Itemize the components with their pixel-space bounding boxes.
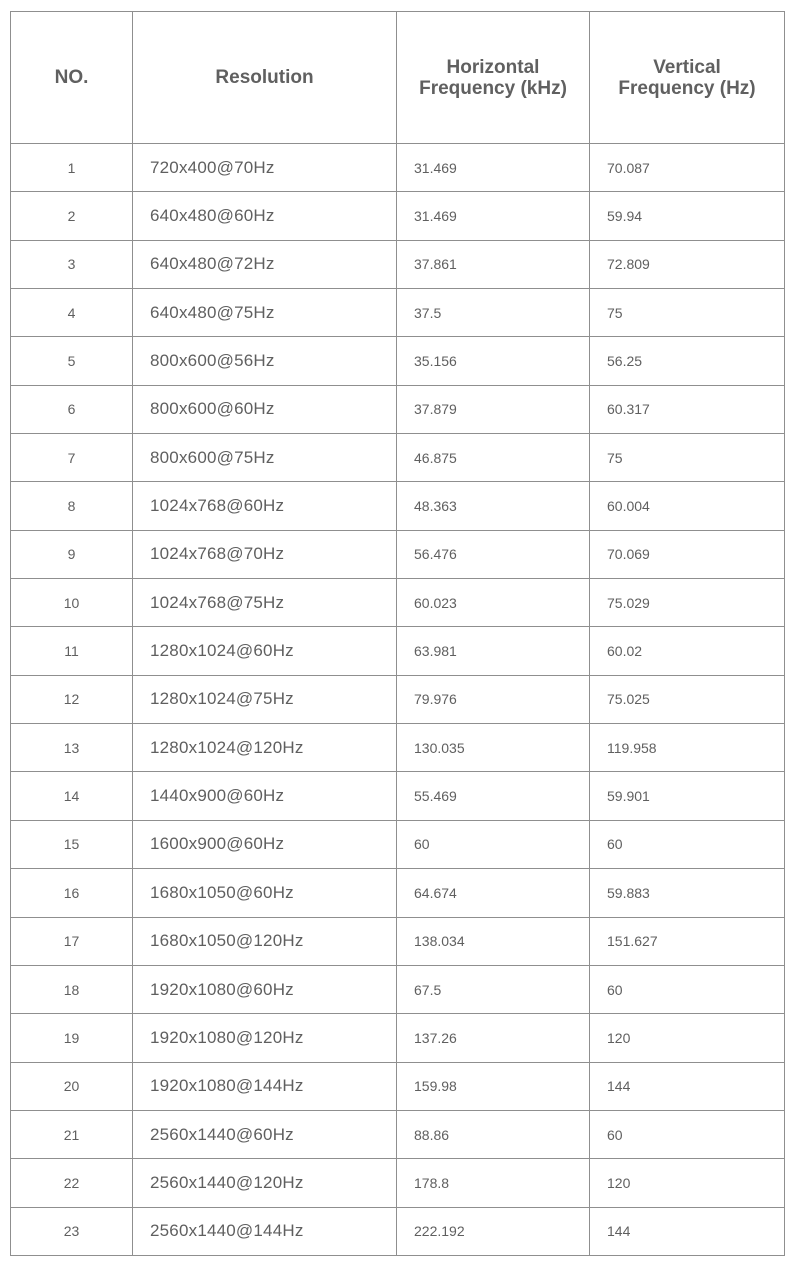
- table-row: [11, 434, 785, 482]
- table-row: [11, 289, 785, 337]
- header-no: [11, 12, 133, 144]
- row-number-cell: 7: [11, 434, 133, 482]
- horizontal-frequency-cell: 88.86: [397, 1110, 590, 1158]
- resolution-cell: 1024x768@60Hz: [133, 482, 397, 530]
- row-number-cell: 1: [11, 144, 133, 192]
- row-number-cell: 21: [11, 1110, 133, 1158]
- row-number-cell: 13: [11, 724, 133, 772]
- horizontal-frequency-cell: 60.023: [397, 579, 590, 627]
- timing-table: [10, 11, 785, 1256]
- resolution-cell: 1680x1050@60Hz: [133, 869, 397, 917]
- row-number-cell: 19: [11, 1014, 133, 1062]
- table-row: [11, 530, 785, 578]
- table-row: [11, 482, 785, 530]
- horizontal-frequency-cell: 130.035: [397, 724, 590, 772]
- vertical-frequency-cell: 75.025: [590, 675, 785, 723]
- vertical-frequency-cell: 75.029: [590, 579, 785, 627]
- resolution-cell: 640x480@72Hz: [133, 240, 397, 288]
- row-number-cell: 9: [11, 530, 133, 578]
- horizontal-frequency-cell: 63.981: [397, 627, 590, 675]
- row-number-cell: 5: [11, 337, 133, 385]
- row-number-cell: 11: [11, 627, 133, 675]
- resolution-cell: 1600x900@60Hz: [133, 820, 397, 868]
- resolution-cell: 1920x1080@60Hz: [133, 965, 397, 1013]
- horizontal-frequency-cell: 137.26: [397, 1014, 590, 1062]
- horizontal-frequency-cell: 48.363: [397, 482, 590, 530]
- header-vertical-line2: Frequency (Hz): [618, 77, 756, 99]
- horizontal-frequency-cell: 79.976: [397, 675, 590, 723]
- resolution-cell: 1280x1024@75Hz: [133, 675, 397, 723]
- table-row: [11, 337, 785, 385]
- resolution-cell: 800x600@56Hz: [133, 337, 397, 385]
- vertical-frequency-cell: 144: [590, 1207, 785, 1255]
- vertical-frequency-cell: 59.901: [590, 772, 785, 820]
- table-row: [11, 1062, 785, 1110]
- horizontal-frequency-cell: 159.98: [397, 1062, 590, 1110]
- horizontal-frequency-cell: 60: [397, 820, 590, 868]
- row-number-cell: 14: [11, 772, 133, 820]
- table-header: [11, 12, 785, 144]
- table-row: [11, 1207, 785, 1255]
- table-row: [11, 627, 785, 675]
- header-resolution-label: Resolution: [215, 67, 314, 88]
- table-row: [11, 144, 785, 192]
- row-number-cell: 6: [11, 385, 133, 433]
- horizontal-frequency-cell: 35.156: [397, 337, 590, 385]
- horizontal-frequency-cell: 37.861: [397, 240, 590, 288]
- row-number-cell: 8: [11, 482, 133, 530]
- row-number-cell: 16: [11, 869, 133, 917]
- horizontal-frequency-cell: 56.476: [397, 530, 590, 578]
- vertical-frequency-cell: 151.627: [590, 917, 785, 965]
- table-row: [11, 869, 785, 917]
- header-vertical-frequency: [590, 12, 785, 144]
- horizontal-frequency-cell: 178.8: [397, 1159, 590, 1207]
- vertical-frequency-cell: 60: [590, 965, 785, 1013]
- horizontal-frequency-cell: 222.192: [397, 1207, 590, 1255]
- resolution-cell: 1024x768@75Hz: [133, 579, 397, 627]
- row-number-cell: 17: [11, 917, 133, 965]
- table-row: [11, 385, 785, 433]
- resolution-cell: 720x400@70Hz: [133, 144, 397, 192]
- resolution-cell: 2560x1440@120Hz: [133, 1159, 397, 1207]
- resolution-cell: 1680x1050@120Hz: [133, 917, 397, 965]
- resolution-cell: 1280x1024@60Hz: [133, 627, 397, 675]
- table-row: [11, 1014, 785, 1062]
- row-number-cell: 15: [11, 820, 133, 868]
- horizontal-frequency-cell: 31.469: [397, 192, 590, 240]
- horizontal-frequency-cell: 46.875: [397, 434, 590, 482]
- resolution-cell: 800x600@75Hz: [133, 434, 397, 482]
- vertical-frequency-cell: 60.02: [590, 627, 785, 675]
- header-vertical-line1: Vertical: [653, 56, 721, 78]
- vertical-frequency-cell: 75: [590, 434, 785, 482]
- header-horizontal-line1: Horizontal: [446, 56, 540, 78]
- table-body: [11, 144, 785, 1256]
- resolution-cell: 1920x1080@144Hz: [133, 1062, 397, 1110]
- vertical-frequency-cell: 56.25: [590, 337, 785, 385]
- table-row: [11, 724, 785, 772]
- header-horizontal-frequency: [397, 12, 590, 144]
- resolution-cell: 1024x768@70Hz: [133, 530, 397, 578]
- table-row: [11, 772, 785, 820]
- horizontal-frequency-cell: 67.5: [397, 965, 590, 1013]
- vertical-frequency-cell: 60.317: [590, 385, 785, 433]
- table-row: [11, 820, 785, 868]
- horizontal-frequency-cell: 37.5: [397, 289, 590, 337]
- header-horizontal-line2: Frequency (kHz): [419, 77, 567, 99]
- horizontal-frequency-cell: 55.469: [397, 772, 590, 820]
- vertical-frequency-cell: 72.809: [590, 240, 785, 288]
- header-no-label: NO.: [54, 67, 89, 88]
- row-number-cell: 20: [11, 1062, 133, 1110]
- vertical-frequency-cell: 60: [590, 820, 785, 868]
- table-row: [11, 1159, 785, 1207]
- row-number-cell: 10: [11, 579, 133, 627]
- horizontal-frequency-cell: 37.879: [397, 385, 590, 433]
- vertical-frequency-cell: 144: [590, 1062, 785, 1110]
- header-resolution: [133, 12, 397, 144]
- table-row: [11, 675, 785, 723]
- vertical-frequency-cell: 70.069: [590, 530, 785, 578]
- resolution-cell: 1440x900@60Hz: [133, 772, 397, 820]
- resolution-cell: 1920x1080@120Hz: [133, 1014, 397, 1062]
- table-row: [11, 240, 785, 288]
- vertical-frequency-cell: 120: [590, 1159, 785, 1207]
- table-row: [11, 965, 785, 1013]
- row-number-cell: 18: [11, 965, 133, 1013]
- horizontal-frequency-cell: 64.674: [397, 869, 590, 917]
- resolution-cell: 2560x1440@144Hz: [133, 1207, 397, 1255]
- row-number-cell: 4: [11, 289, 133, 337]
- vertical-frequency-cell: 59.94: [590, 192, 785, 240]
- row-number-cell: 22: [11, 1159, 133, 1207]
- vertical-frequency-cell: 60.004: [590, 482, 785, 530]
- horizontal-frequency-cell: 31.469: [397, 144, 590, 192]
- table-row: [11, 192, 785, 240]
- resolution-cell: 640x480@60Hz: [133, 192, 397, 240]
- resolution-cell: 640x480@75Hz: [133, 289, 397, 337]
- row-number-cell: 2: [11, 192, 133, 240]
- resolution-cell: 2560x1440@60Hz: [133, 1110, 397, 1158]
- resolution-cell: 1280x1024@120Hz: [133, 724, 397, 772]
- vertical-frequency-cell: 75: [590, 289, 785, 337]
- row-number-cell: 12: [11, 675, 133, 723]
- vertical-frequency-cell: 59.883: [590, 869, 785, 917]
- horizontal-frequency-cell: 138.034: [397, 917, 590, 965]
- vertical-frequency-cell: 60: [590, 1110, 785, 1158]
- table-row: [11, 917, 785, 965]
- table-row: [11, 1110, 785, 1158]
- header-row: [11, 12, 785, 144]
- vertical-frequency-cell: 119.958: [590, 724, 785, 772]
- vertical-frequency-cell: 120: [590, 1014, 785, 1062]
- table-row: [11, 579, 785, 627]
- row-number-cell: 3: [11, 240, 133, 288]
- vertical-frequency-cell: 70.087: [590, 144, 785, 192]
- resolution-cell: 800x600@60Hz: [133, 385, 397, 433]
- row-number-cell: 23: [11, 1207, 133, 1255]
